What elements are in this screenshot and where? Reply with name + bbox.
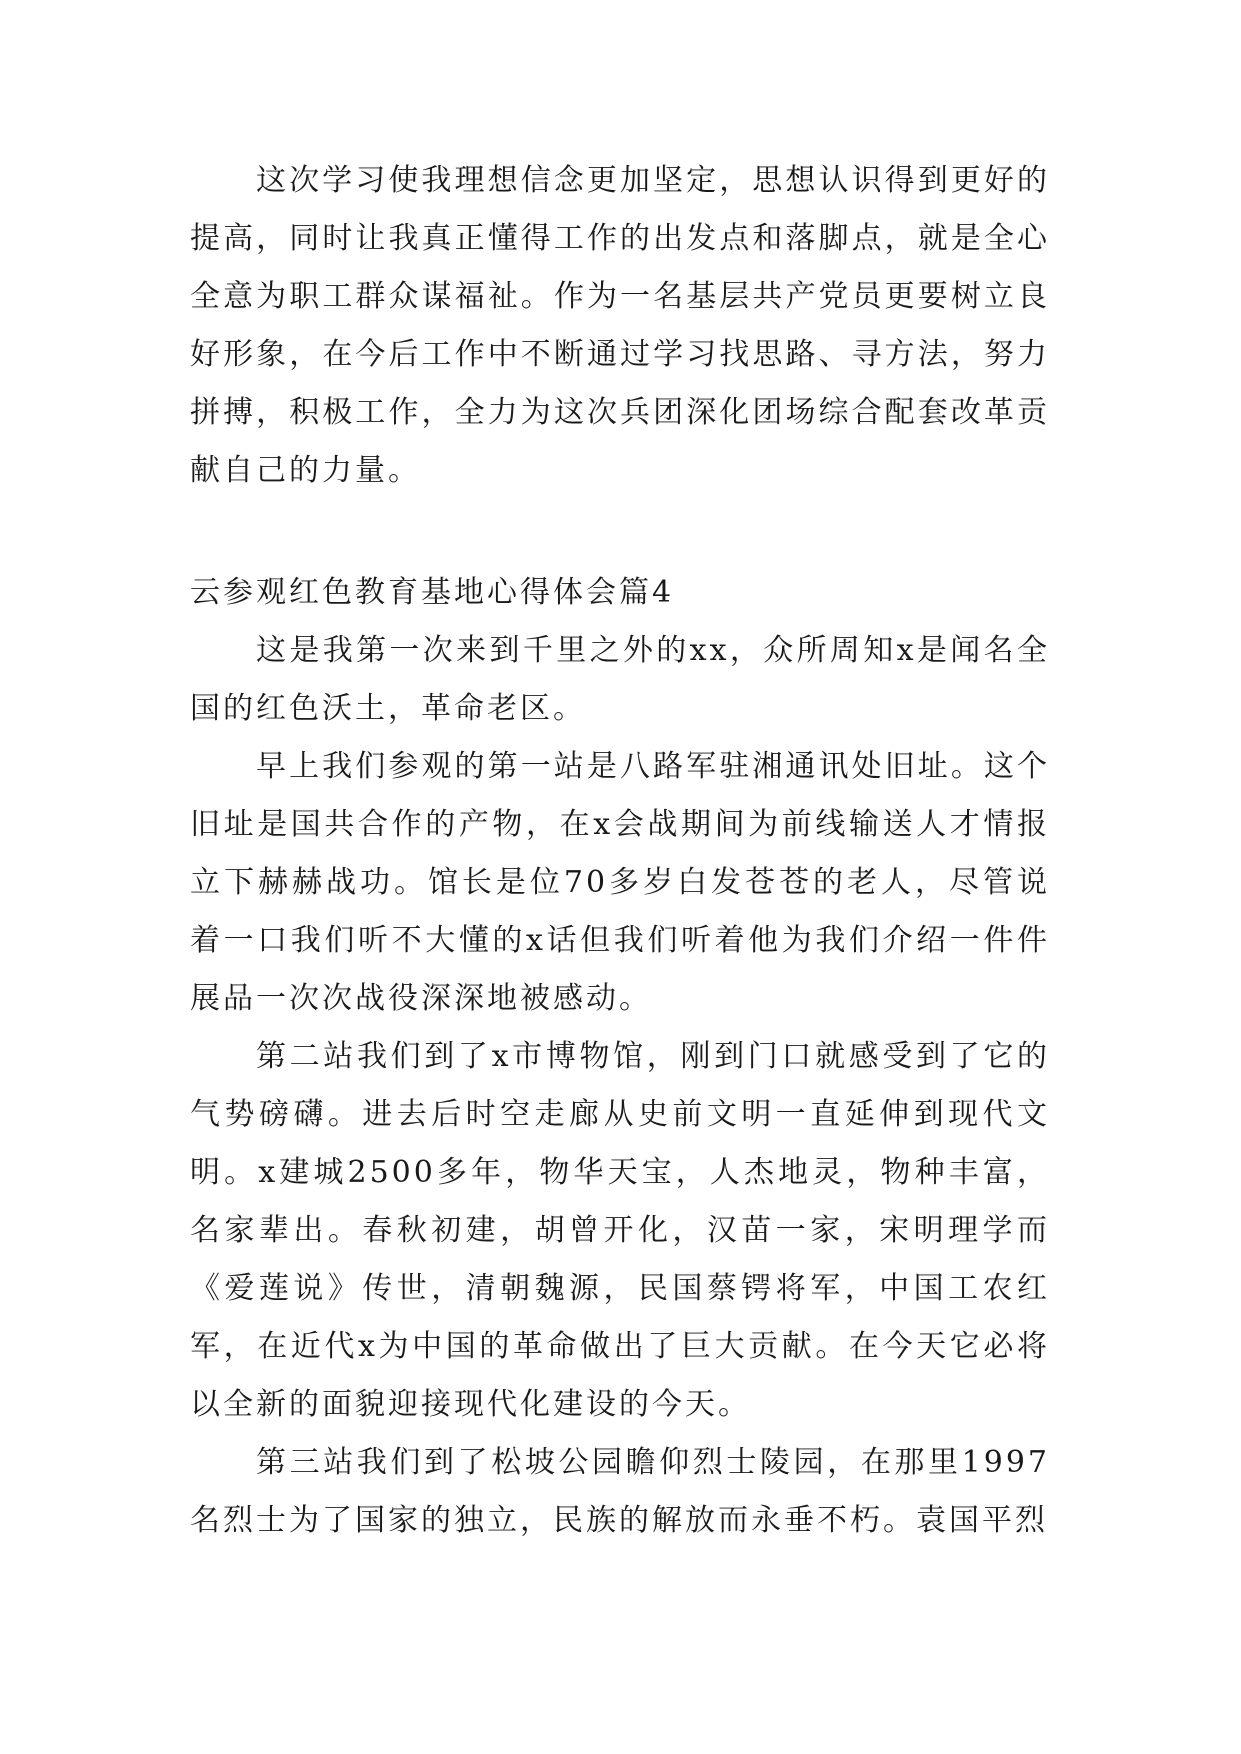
paragraph-third-stop: 第三站我们到了松坡公园瞻仰烈士陵园，在那里1997名烈士为了国家的独立，民族的解放而永垂不朽。袁国平烈 — [190, 1445, 1050, 1538]
paragraph-first-stop: 早上我们参观的第一站是八路军驻湘通讯处旧址。这个旧址是国共合作的产物，在x会战期间为前线输送人才情报立下赫赫战功。馆长是位70多岁白发苍苍的老人，尽管说着一口我们听不大懂的x话但我们听着他为我们介绍一件件展品一次次战役深深地被感动。 — [190, 749, 1050, 1016]
paragraph-second-stop: 第二站我们到了x市博物馆，刚到门口就感受到了它的气势磅礴。进去后时空走廊从史前文明一直延伸到现代文明。x建城2500多年，物华天宝，人杰地灵，物种丰富，名家辈出。春秋初建，胡曾开化，汉苗一家，宋明理学而《爱莲说》传世，清朝魏源，民国蔡锷将军，中国工农红军，在近代x为中国的革命做出了巨大贡献。在今天它必将以全新的面貌迎接现代化建设的今天。 — [190, 1039, 1050, 1422]
section-heading: 云参观红色教育基地心得体会篇4 — [190, 575, 675, 610]
document-page — [190, 152, 1050, 1550]
paragraph-study-reflection: 这次学习使我理想信念更加坚定，思想认识得到更好的提高，同时让我真正懂得工作的出发点和落脚点，就是全心全意为职工群众谋福祉。作为一名基层共产党员更要树立良好形象，在今后工作中不断通过学习找思路、寻方法，努力拼搏，积极工作，全力为这次兵团深化团场综合配套改革贡献自己的力量。 — [190, 163, 1050, 488]
paragraph-first-visit: 这是我第一次来到千里之外的xx，众所周知x是闻名全国的红色沃土，革命老区。 — [190, 633, 1050, 726]
